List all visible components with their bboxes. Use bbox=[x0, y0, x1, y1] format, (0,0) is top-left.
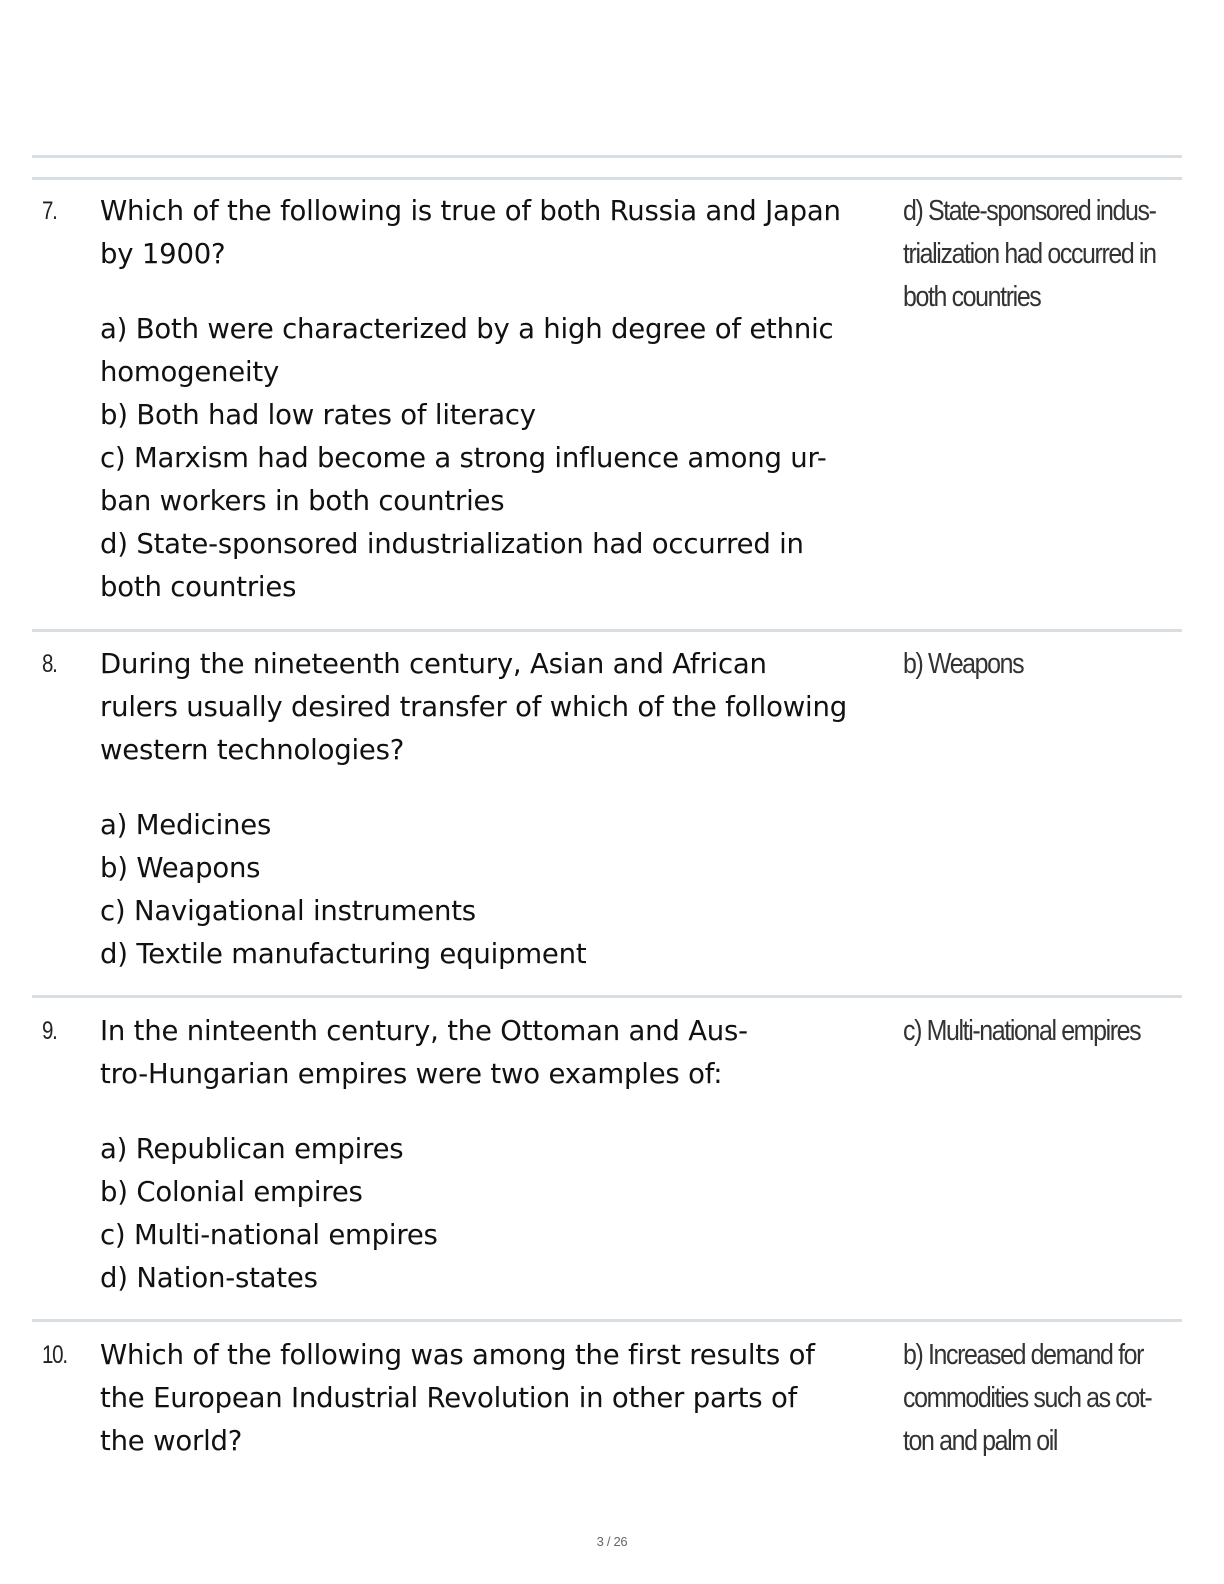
header-divider-top bbox=[32, 155, 1182, 158]
answer-line: ton and palm oil bbox=[903, 1425, 1058, 1457]
option-line: both countries bbox=[100, 571, 297, 603]
question-divider bbox=[32, 629, 1182, 632]
question-divider bbox=[32, 1319, 1182, 1322]
answer-line: b) Increased demand for bbox=[903, 1339, 1144, 1371]
option-list bbox=[100, 308, 895, 609]
answer-line: b) Weapons bbox=[903, 648, 1024, 680]
option-c: c) Navigational instruments bbox=[100, 895, 476, 927]
page-indicator: 3 / 26 bbox=[596, 1534, 628, 1549]
option-b: b) Colonial empires bbox=[100, 1176, 363, 1208]
answer-text bbox=[903, 190, 1170, 319]
option-line: ban workers in both countries bbox=[100, 485, 505, 517]
option-d bbox=[100, 523, 895, 609]
question-text-line: western technologies? bbox=[100, 734, 405, 766]
option-a: a) Medicines bbox=[100, 809, 272, 841]
question-number: 8. bbox=[42, 650, 57, 678]
option-line: homogeneity bbox=[100, 356, 280, 388]
question-number: 7. bbox=[42, 197, 57, 225]
option-d: d) Nation-states bbox=[100, 1262, 318, 1294]
answer-line: trialization had occurred in bbox=[903, 238, 1156, 270]
question-text-line: rulers usually desired transfer of which of the following bbox=[100, 691, 847, 723]
option-list bbox=[100, 804, 895, 976]
option-b bbox=[100, 394, 895, 437]
question-text bbox=[100, 643, 895, 772]
question-divider bbox=[32, 995, 1182, 998]
question-number: 10. bbox=[42, 1341, 67, 1369]
question-body bbox=[100, 643, 895, 976]
question-text-line: tro-Hungarian empires were two examples of: bbox=[100, 1058, 723, 1090]
option-line: b) Both had low rates of literacy bbox=[100, 399, 536, 431]
question-text-line: During the nineteenth century, Asian and African bbox=[100, 648, 767, 680]
question-text-line: Which of the following was among the first results of bbox=[100, 1339, 815, 1371]
option-line: d) State-sponsored industrialization had occurred in bbox=[100, 528, 804, 560]
option-c bbox=[100, 437, 895, 523]
option-b: b) Weapons bbox=[100, 852, 261, 884]
option-list bbox=[100, 1128, 895, 1300]
option-line: a) Both were characterized by a high degree of ethnic bbox=[100, 313, 834, 345]
question-text-line: Which of the following is true of both Russia and Japan bbox=[100, 195, 841, 227]
option-a: a) Republican empires bbox=[100, 1133, 404, 1165]
option-a bbox=[100, 308, 895, 394]
question-text-line: by 1900? bbox=[100, 238, 226, 270]
option-c: c) Multi-national empires bbox=[100, 1219, 438, 1251]
question-text-line: In the ninteenth century, the Ottoman and Aus- bbox=[100, 1015, 748, 1047]
question-text bbox=[100, 190, 895, 276]
question-text-line: the European Industrial Revolution in other parts of bbox=[100, 1382, 798, 1414]
question-body bbox=[100, 1010, 895, 1300]
answer-text bbox=[903, 643, 1170, 686]
answer-line: d) State-sponsored indus- bbox=[903, 195, 1156, 227]
question-text bbox=[100, 1334, 895, 1463]
question-body bbox=[100, 1334, 895, 1463]
answer-line: c) Multi-national empires bbox=[903, 1015, 1141, 1047]
question-text bbox=[100, 1010, 895, 1096]
answer-text bbox=[903, 1010, 1170, 1053]
answer-line: both countries bbox=[903, 281, 1041, 313]
answer-line: commodities such as cot- bbox=[903, 1382, 1152, 1414]
question-number: 9. bbox=[42, 1017, 57, 1045]
option-d: d) Textile manufacturing equipment bbox=[100, 938, 587, 970]
option-line: c) Marxism had become a strong influence among ur- bbox=[100, 442, 827, 474]
question-text-line: the world? bbox=[100, 1425, 243, 1457]
answer-text bbox=[903, 1334, 1170, 1463]
header-divider-bottom bbox=[32, 177, 1182, 180]
question-body bbox=[100, 190, 895, 609]
